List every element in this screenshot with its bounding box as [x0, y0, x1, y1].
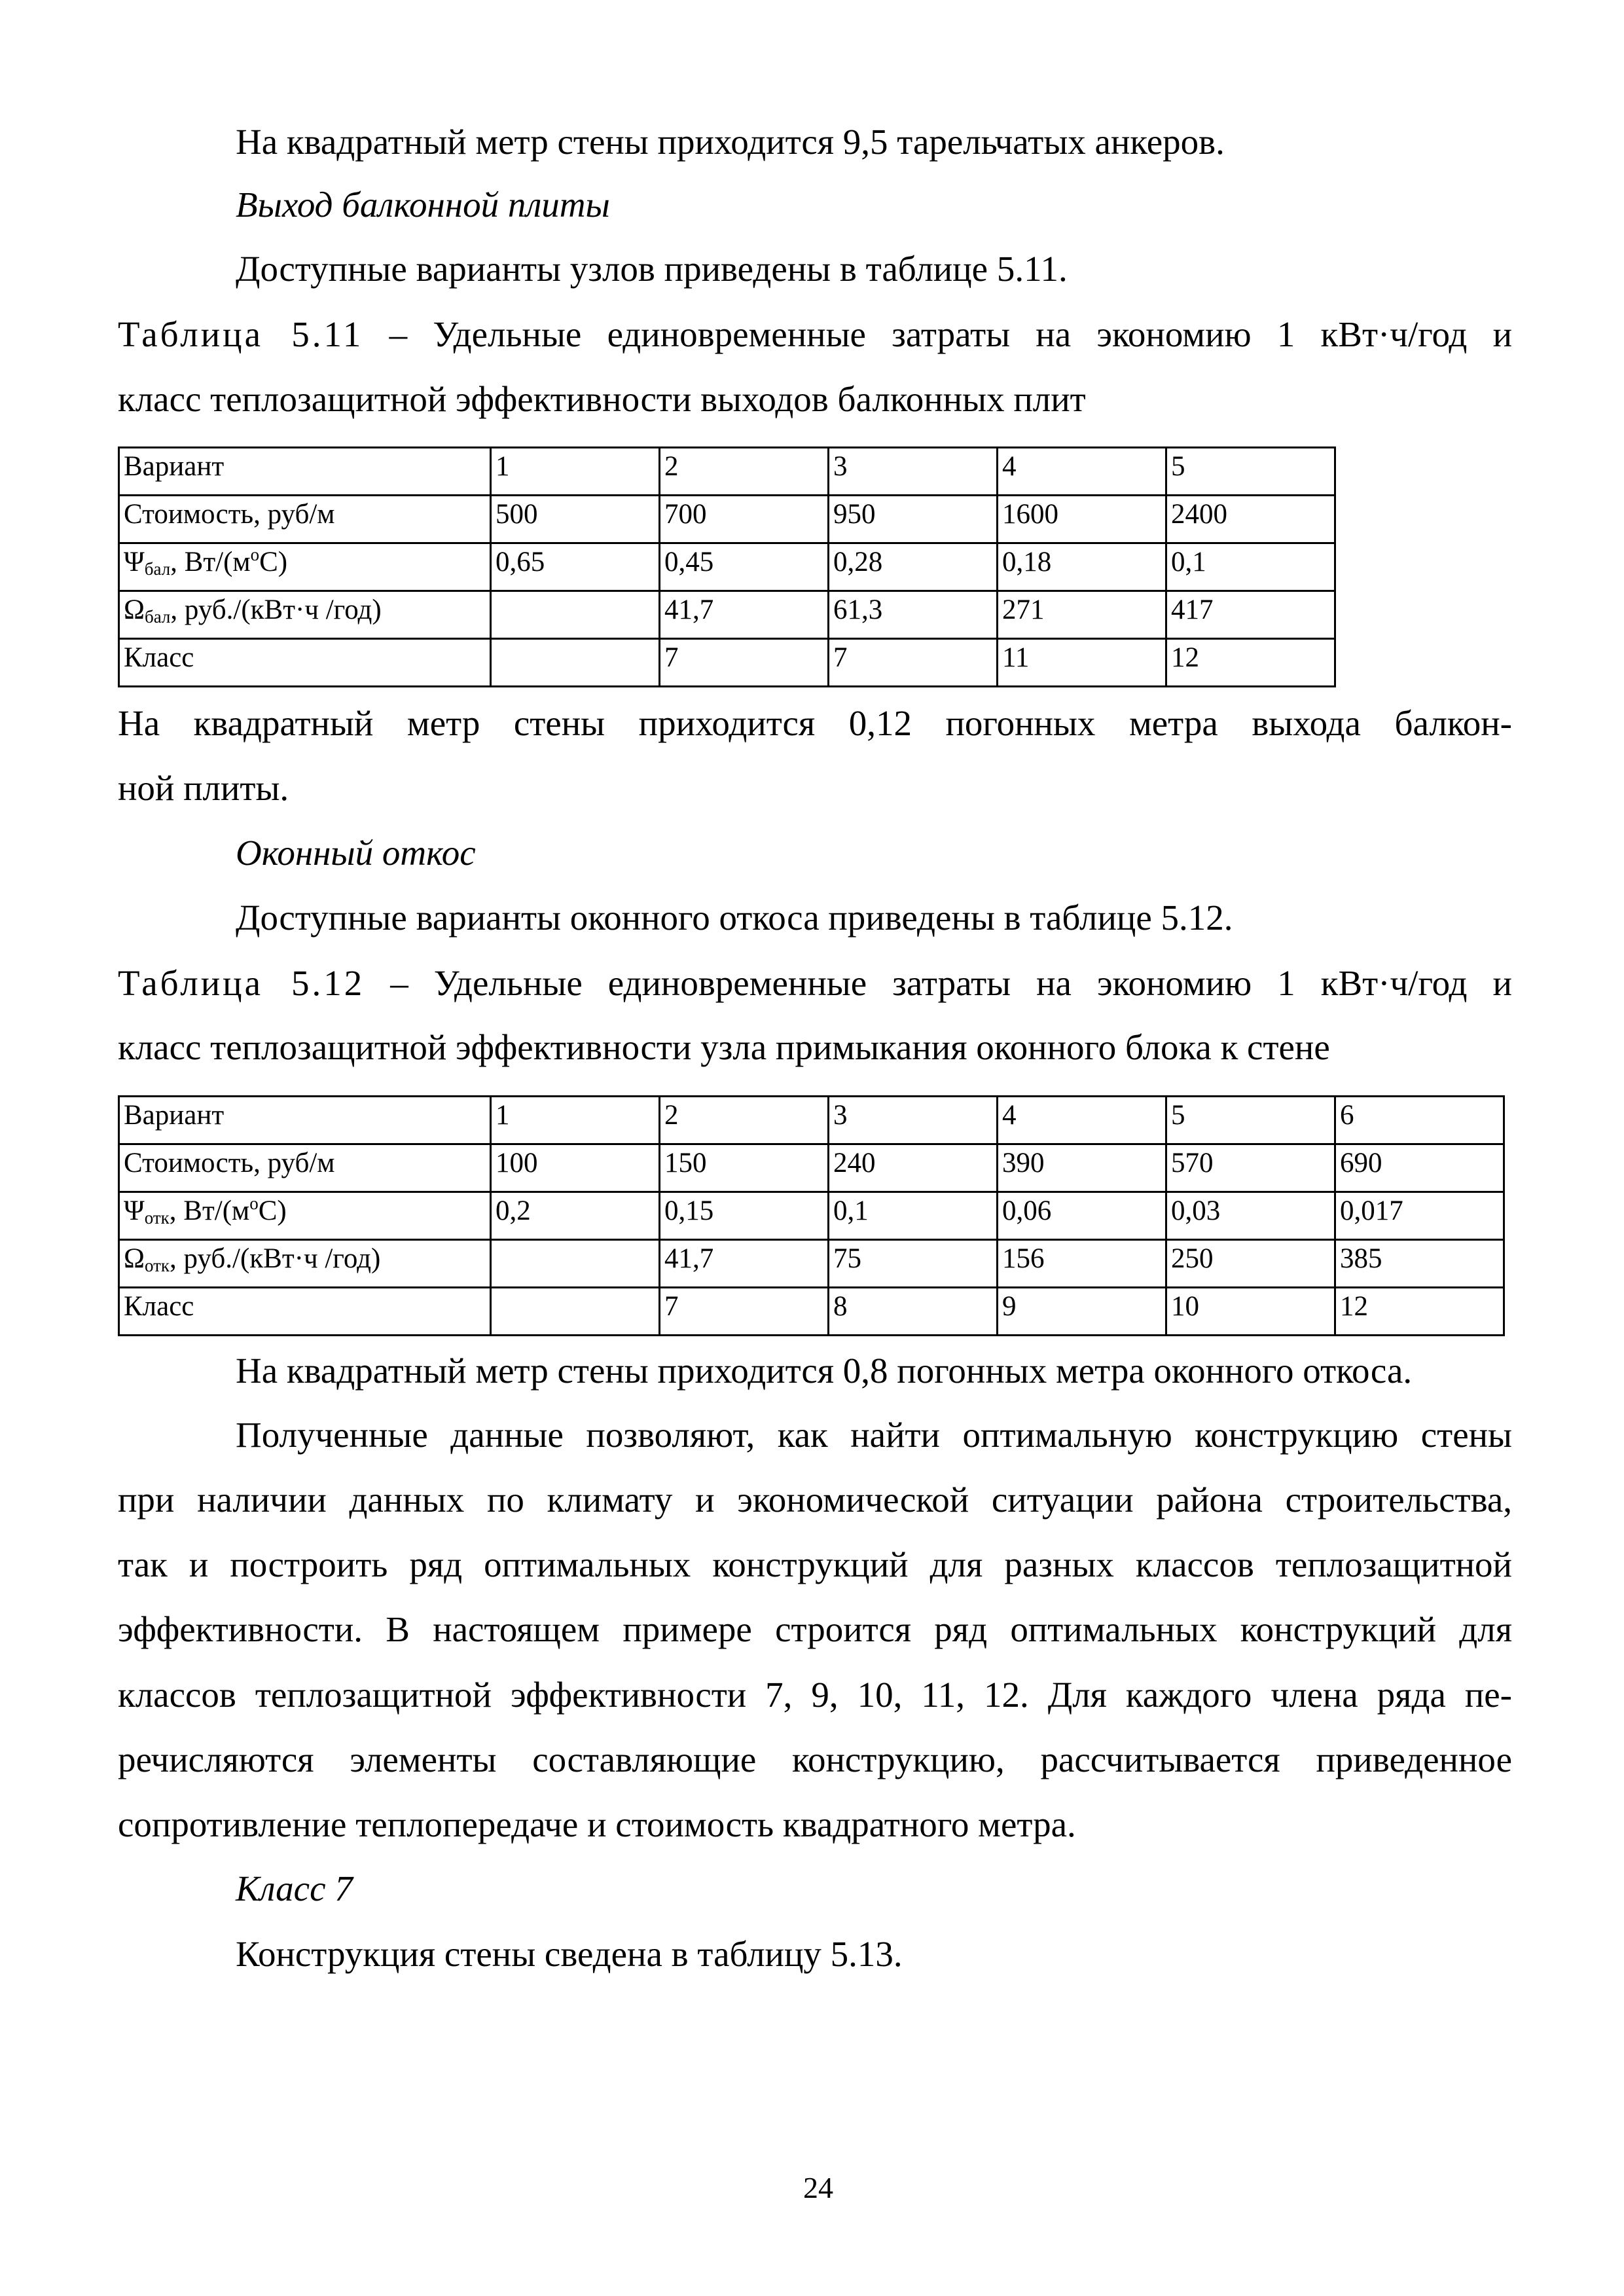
row-label-psi [119, 1192, 491, 1240]
table-512-caption-label: Таблица 5.12 [118, 963, 365, 1003]
table-row [119, 1288, 1504, 1336]
table-cell: 1600 [998, 496, 1166, 543]
psi-symbol: Ψ [124, 547, 145, 577]
table-cell [491, 591, 660, 639]
table-cell: 0,017 [1335, 1192, 1504, 1240]
table-cell: 12 [1335, 1288, 1504, 1336]
table-cell: 61,3 [829, 591, 998, 639]
row-label-cost: Стоимость, руб/м [119, 1144, 491, 1192]
table-cell: 75 [829, 1240, 998, 1288]
table-cell: 7 [829, 639, 998, 687]
table-cell: 950 [829, 496, 998, 543]
table-511-caption-line2: класс теплозащитной эффективности выходов балконных плит [118, 379, 1086, 419]
table-row [119, 1097, 1504, 1144]
table-511-caption-line1 [118, 313, 1512, 356]
paragraph-conclusion-line3: так и построить ряд оптимальных конструкций для разных классов теплозащитной [118, 1544, 1512, 1584]
psi-unit-b: С) [259, 547, 288, 577]
table-cell: 0,65 [491, 543, 660, 591]
table-cell: 5 [1166, 1097, 1335, 1144]
table-cell: 570 [1166, 1144, 1335, 1192]
paragraph-conclusion-line2: при наличии данных по климату и экономической ситуации района строительства, [118, 1480, 1512, 1520]
table-cell: 417 [1166, 591, 1335, 639]
table-cell: 271 [998, 591, 1166, 639]
psi-unit-a: , Вт/(м [170, 547, 251, 577]
table-512-caption-line1 [118, 962, 1512, 1005]
row-label-psi [119, 543, 491, 591]
degree-mark: o [249, 1194, 259, 1213]
table-cell: 7 [660, 1288, 829, 1336]
omega-symbol: Ω [124, 594, 145, 625]
omega-unit: , руб./(кВт·ч /год) [170, 594, 382, 625]
table-cell [491, 1240, 660, 1288]
table-cell: 9 [998, 1288, 1166, 1336]
table-cell: 0,45 [660, 543, 829, 591]
table-row [119, 1240, 1504, 1288]
paragraph-balcony-per-sqm-line2: ной плиты. [118, 768, 289, 808]
row-label-variant: Вариант [119, 1097, 491, 1144]
page-number: 24 [803, 2171, 833, 2204]
paragraph-table-513-ref: Конструкция стены сведена в таблицу 5.13. [236, 1934, 903, 1974]
table-cell: 0,1 [1166, 543, 1335, 591]
table-row [119, 1144, 1504, 1192]
heading-window-reveal: Оконный откос [236, 833, 476, 873]
table-511-caption-text: – Удельные единовременные затраты на экономию 1 кВт·ч/год и [389, 314, 1513, 354]
table-512 [118, 1095, 1505, 1336]
table-cell: 100 [491, 1144, 660, 1192]
table-cell: 0,28 [829, 543, 998, 591]
table-cell: 1 [491, 1097, 660, 1144]
paragraph-reveal-per-sqm: На квадратный метр стены приходится 0,8 погонных метра оконного откоса. [236, 1351, 1413, 1391]
table-cell: 150 [660, 1144, 829, 1192]
table-512-caption-line2: класс теплозащитной эффективности узла примыкания оконного блока к стене [118, 1027, 1330, 1067]
table-cell: 0,06 [998, 1192, 1166, 1240]
paragraph-conclusion-line6: речисляются элементы составляющие конструкцию, рассчитывается приведенное [118, 1740, 1512, 1779]
table-cell: 5 [1166, 448, 1335, 496]
paragraph-conclusion-line7: сопротивление теплопередаче и стоимость квадратного метра. [118, 1804, 1076, 1844]
table-cell: 2400 [1166, 496, 1335, 543]
table-511 [118, 446, 1336, 687]
table-cell: 156 [998, 1240, 1166, 1288]
table-cell: 0,2 [491, 1192, 660, 1240]
table-row [119, 639, 1335, 687]
row-label-omega [119, 1240, 491, 1288]
table-cell: 3 [829, 1097, 998, 1144]
table-cell: 385 [1335, 1240, 1504, 1288]
table-cell: 41,7 [660, 591, 829, 639]
table-cell: 3 [829, 448, 998, 496]
paragraph-conclusion-line1: Полученные данные позволяют, как найти оптимальную конструкцию стены [236, 1415, 1512, 1455]
row-label-cost: Стоимость, руб/м [119, 496, 491, 543]
table-cell: 41,7 [660, 1240, 829, 1288]
paragraph-conclusion-line5: классов теплозащитной эффективности 7, 9, 10, 11, 12. Для каждого члена ряда пе- [118, 1675, 1512, 1715]
row-label-variant: Вариант [119, 448, 491, 496]
table-cell: 500 [491, 496, 660, 543]
table-cell: 4 [998, 448, 1166, 496]
table-cell: 250 [1166, 1240, 1335, 1288]
table-cell: 8 [829, 1288, 998, 1336]
omega-subscript: бал [144, 607, 171, 627]
heading-class-7: Класс 7 [236, 1868, 353, 1908]
psi-subscript: бал [144, 559, 171, 579]
psi-subscript: отк [144, 1208, 170, 1228]
table-cell: 0,15 [660, 1192, 829, 1240]
row-label-class: Класс [119, 639, 491, 687]
table-cell: 11 [998, 639, 1166, 687]
table-cell: 7 [660, 639, 829, 687]
paragraph-variants-511: Доступные варианты узлов приведены в таблице 5.11. [236, 249, 1068, 289]
table-cell: 6 [1335, 1097, 1504, 1144]
table-cell: 700 [660, 496, 829, 543]
table-cell: 2 [660, 1097, 829, 1144]
table-cell: 1 [491, 448, 660, 496]
psi-unit-a: , Вт/(м [169, 1195, 250, 1226]
table-512-caption-text: – Удельные единовременные затраты на экономию 1 кВт·ч/год и [390, 963, 1512, 1003]
table-cell: 12 [1166, 639, 1335, 687]
omega-subscript: отк [144, 1256, 170, 1275]
degree-mark: o [250, 545, 260, 564]
table-cell: 0,18 [998, 543, 1166, 591]
row-label-omega [119, 591, 491, 639]
table-cell: 240 [829, 1144, 998, 1192]
heading-balcony-slab: Выход балконной плиты [236, 185, 610, 225]
table-row [119, 1192, 1504, 1240]
table-row [119, 496, 1335, 543]
table-cell: 10 [1166, 1288, 1335, 1336]
table-row [119, 448, 1335, 496]
paragraph-anchors: На квадратный метр стены приходится 9,5 тарельчатых анкеров. [236, 122, 1225, 162]
psi-unit-b: С) [258, 1195, 287, 1226]
table-cell: 2 [660, 448, 829, 496]
table-cell: 0,1 [829, 1192, 998, 1240]
table-cell: 4 [998, 1097, 1166, 1144]
table-cell [491, 639, 660, 687]
table-cell: 690 [1335, 1144, 1504, 1192]
table-cell: 0,03 [1166, 1192, 1335, 1240]
table-cell: 390 [998, 1144, 1166, 1192]
table-row [119, 591, 1335, 639]
omega-unit: , руб./(кВт·ч /год) [170, 1243, 381, 1274]
table-row [119, 543, 1335, 591]
psi-symbol: Ψ [124, 1195, 145, 1226]
row-label-class: Класс [119, 1288, 491, 1336]
table-511-caption-label: Таблица 5.11 [118, 314, 364, 354]
paragraph-conclusion-line4: эффективности. В настоящем примере строится ряд оптимальных конструкций для [118, 1609, 1512, 1649]
paragraph-variants-512: Доступные варианты оконного откоса приведены в таблице 5.12. [236, 898, 1233, 938]
omega-symbol: Ω [124, 1243, 145, 1274]
paragraph-balcony-per-sqm-line1: На квадратный метр стены приходится 0,12 погонных метра выхода балкон- [118, 703, 1512, 743]
table-cell [491, 1288, 660, 1336]
